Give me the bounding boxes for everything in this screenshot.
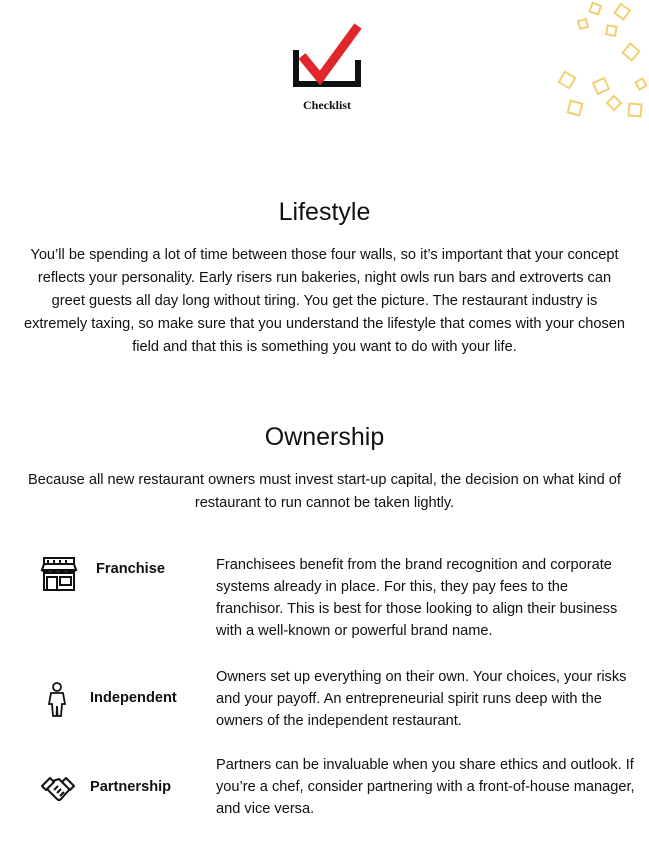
ownership-type-label: Franchise: [96, 561, 165, 577]
confetti-decoration: [549, 0, 649, 130]
ownership-type-description: Franchisees benefit from the brand recognition and corporate systems already in place. For this, they pay fees to the franchisor. This is best for those looking to align their business with a well-known or powerful brand name.: [216, 557, 618, 639]
ownership-type-label: Independent: [90, 690, 177, 706]
checklist-logo: [290, 20, 364, 112]
handshake-icon: [40, 774, 76, 804]
ownership-heading: Ownership: [264, 423, 385, 451]
ownership-intro: Because all new restaurant owners must invest start-up capital, the decision on what kind of restaurant to run cannot be taken lightly.: [28, 472, 621, 511]
person-icon: [46, 682, 68, 718]
ownership-type-label: Partnership: [90, 779, 172, 795]
ownership-type-description: Partners can be invaluable when you share ethics and outlook. If you’re a chef, consider partnering with a front-of-house manager, and vice versa.: [216, 757, 635, 817]
ownership-type-description: Owners set up everything on their own. Your choices, your risks and your payoff. An entrepreneurial spirit runs deep with the owners of the independent restaurant.: [216, 669, 627, 729]
lifestyle-paragraph: You’ll be spending a lot of time between those four walls, so it’s important that your concept reflects your personality. Early risers run bakeries, night owls run bars and extroverts can greet guests all day long without tiring. You get the picture. The restaurant industry is extremely taxing, so make sure that you understand the lifestyle that comes with your chosen field and that this is something you want to do with your life.: [23, 247, 626, 355]
storefront-icon: [40, 556, 78, 592]
logo-label: Checklist: [303, 98, 351, 112]
lifestyle-heading: Lifestyle: [278, 198, 371, 226]
checkbox-check-icon: [292, 20, 362, 92]
